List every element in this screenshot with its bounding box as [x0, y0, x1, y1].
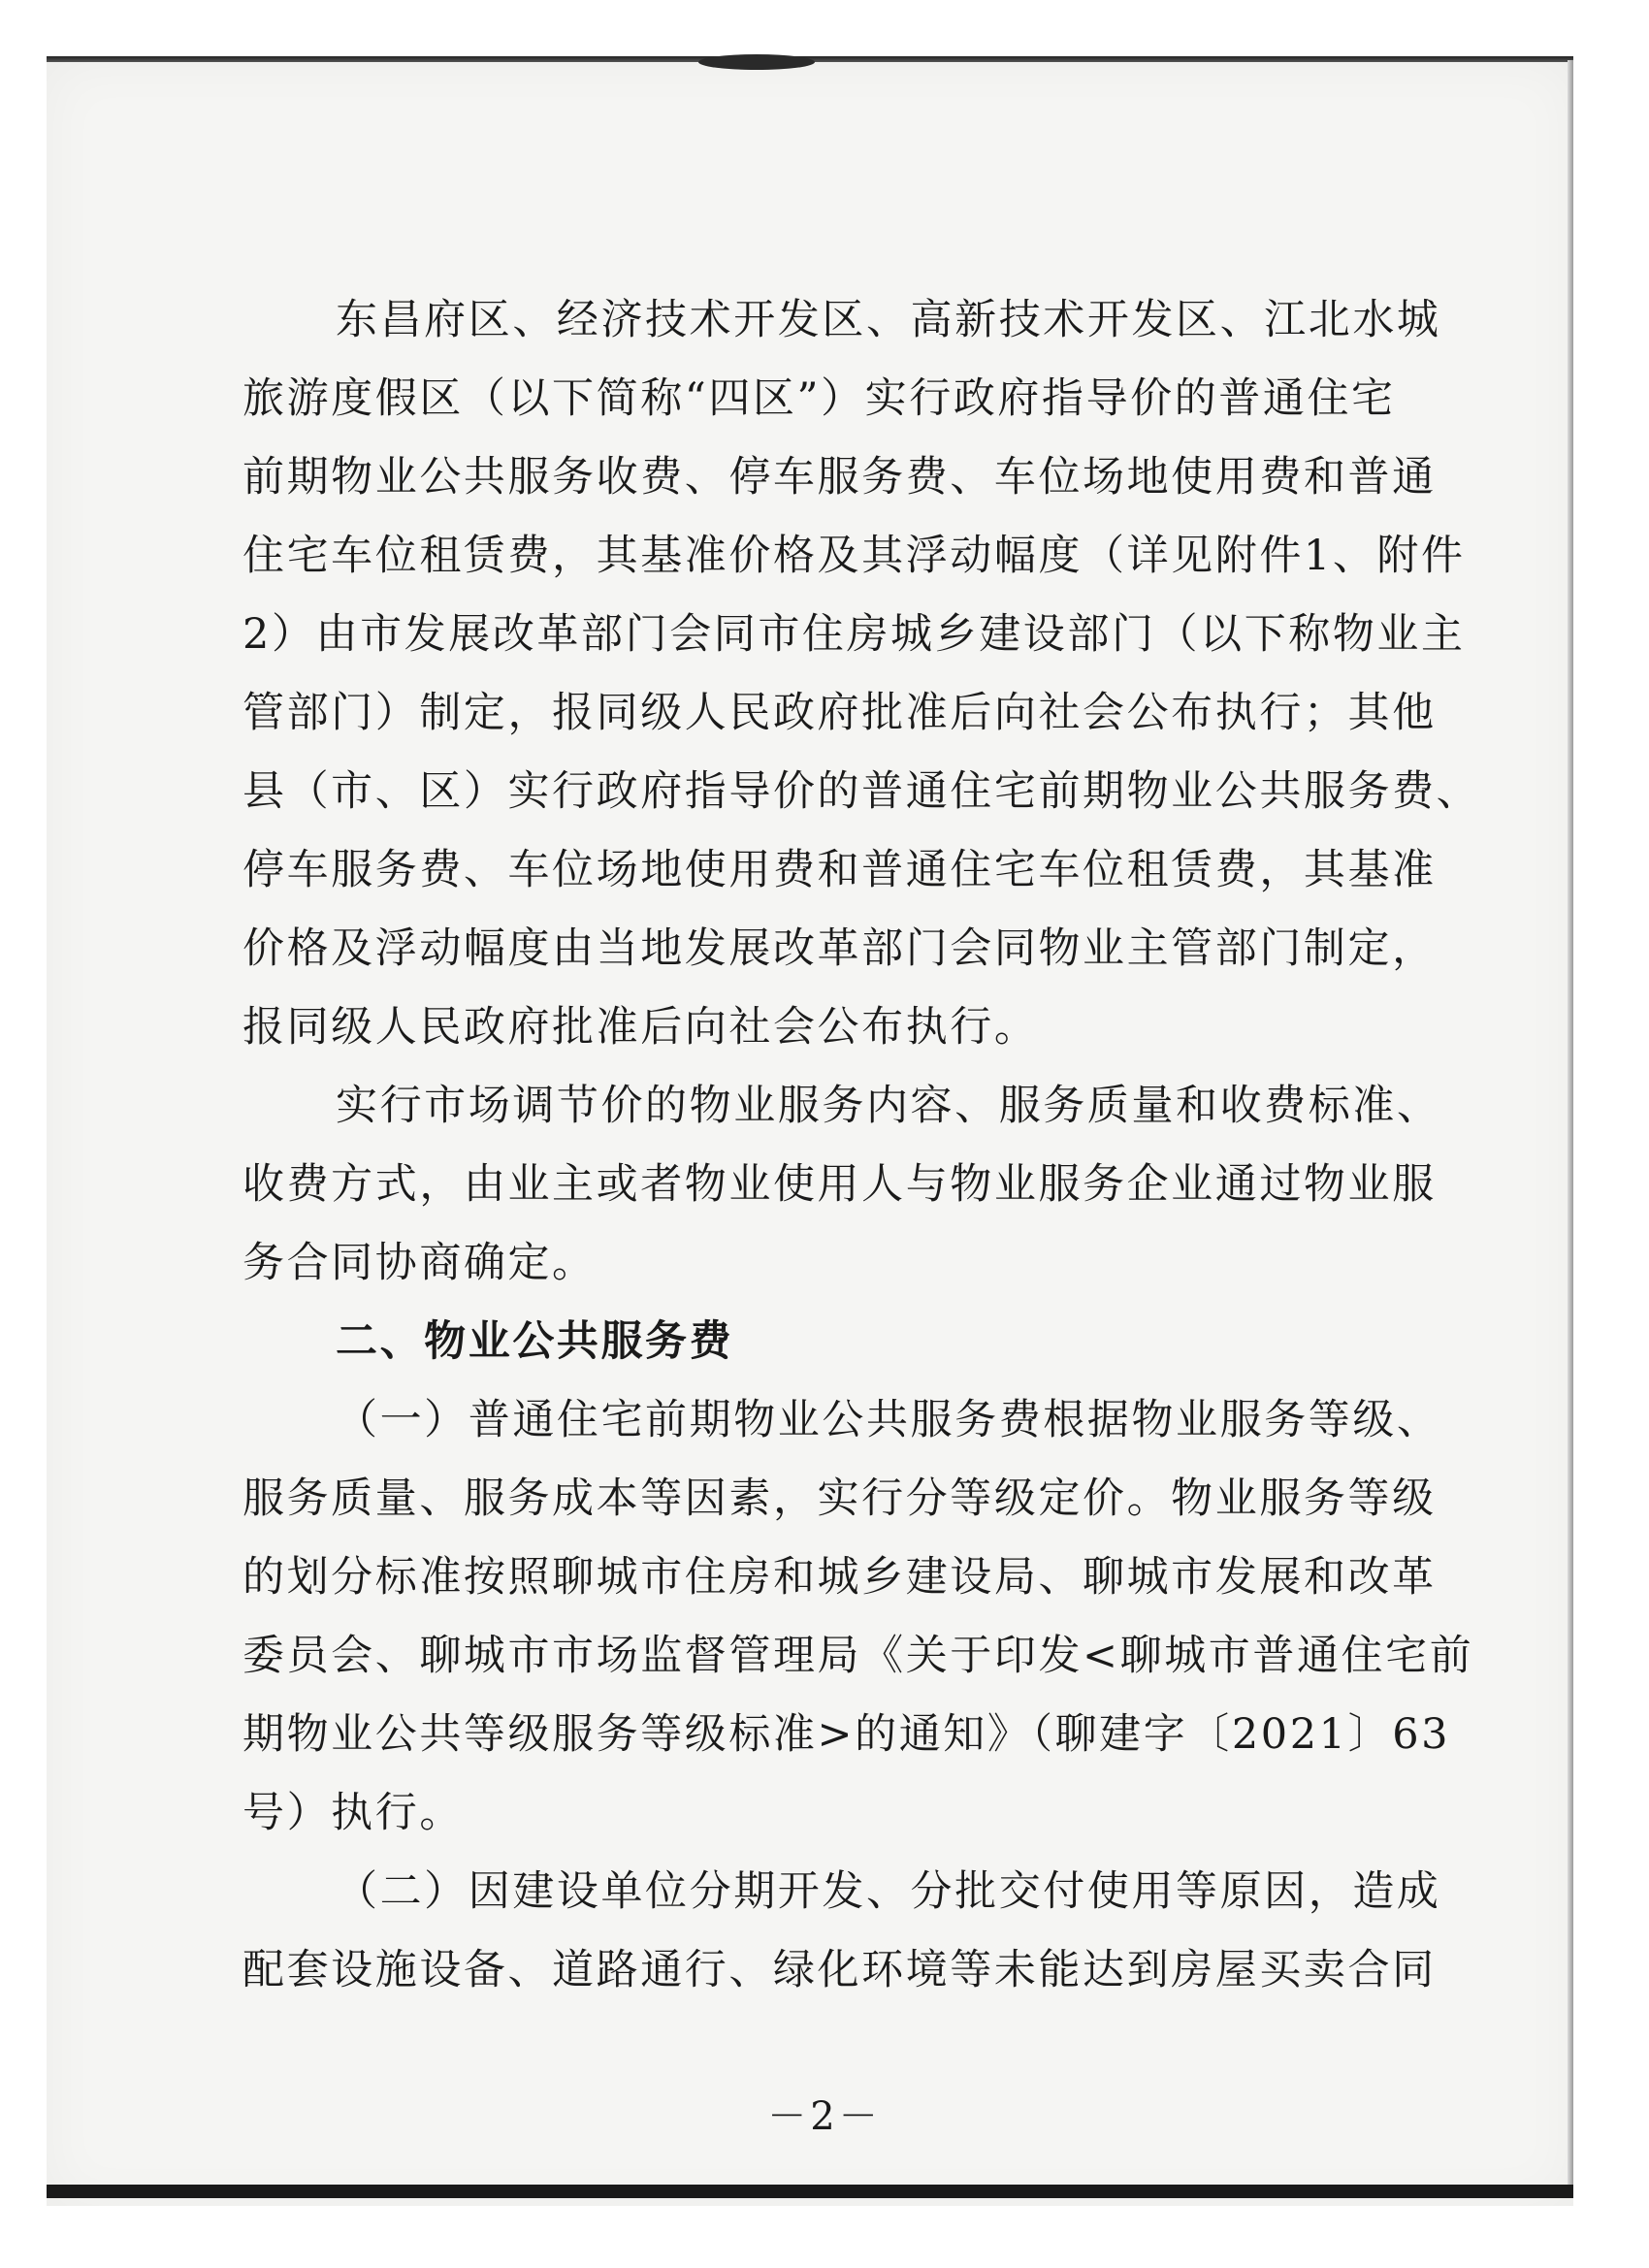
scan-bottom-edge — [47, 2185, 1573, 2198]
paragraph-1-line-2: 旅游度假区（以下简称“四区”）实行政府指导价的普通住宅 — [242, 374, 1396, 423]
paragraph-3-line-5: 期物业公共等级服务等级标准>的通知》（聊建字〔2021〕63 — [242, 1710, 1451, 1759]
paragraph-2-line-2: 收费方式，由业主或者物业使用人与物业服务企业通过物业服 — [242, 1160, 1437, 1209]
paragraph-3-line-2: 服务质量、服务成本等因素，实行分等级定价。物业服务等级 — [242, 1474, 1437, 1523]
scan-right-edge — [1568, 60, 1573, 2194]
paragraph-2-line-3: 务合同协商确定。 — [242, 1239, 597, 1287]
section-heading: 二、物业公共服务费 — [336, 1317, 734, 1366]
paragraph-1-line-4: 住宅车位租赁费，其基准价格及其浮动幅度（详见附件1、附件 — [242, 532, 1466, 580]
page-number: －2－ — [767, 2094, 882, 2139]
paragraph-1-line-5: 2）由市发展改革部门会同市住房城乡建设部门（以下称物业主 — [242, 610, 1466, 659]
paragraph-3-line-3: 的划分标准按照聊城市住房和城乡建设局、聊城市发展和改革 — [242, 1553, 1437, 1602]
paragraph-1-line-3: 前期物业公共服务收费、停车服务费、车位场地使用费和普通 — [242, 453, 1437, 502]
paragraph-3-line-6: 号）执行。 — [242, 1789, 464, 1837]
paragraph-1-line-6: 管部门）制定，报同级人民政府批准后向社会公布执行；其他 — [242, 689, 1437, 737]
paragraph-1-line-1: 东昌府区、经济技术开发区、高新技术开发区、江北水城 — [336, 296, 1441, 344]
paragraph-3-line-4: 委员会、聊城市市场监督管理局《关于印发<聊城市普通住宅前 — [242, 1632, 1474, 1680]
paragraph-4-line-1: （二）因建设单位分期开发、分批交付使用等原因，造成 — [336, 1867, 1441, 1916]
paragraph-1-line-7: 县（市、区）实行政府指导价的普通住宅前期物业公共服务费、 — [242, 767, 1481, 816]
paragraph-2-line-1: 实行市场调节价的物业服务内容、服务质量和收费标准、 — [336, 1082, 1441, 1130]
paragraph-1-line-9: 价格及浮动幅度由当地发展改革部门会同物业主管部门制定， — [242, 924, 1437, 973]
paragraph-1-line-8: 停车服务费、车位场地使用费和普通住宅车位租赁费，其基准 — [242, 846, 1437, 894]
paragraph-4-line-2: 配套设施设备、道路通行、绿化环境等未能达到房屋买卖合同 — [242, 1946, 1437, 1994]
paragraph-3-line-1: （一）普通住宅前期物业公共服务费根据物业服务等级、 — [336, 1396, 1441, 1444]
paragraph-1-line-10: 报同级人民政府批准后向社会公布执行。 — [242, 1003, 1039, 1052]
scan-binding-mark — [698, 54, 815, 70]
